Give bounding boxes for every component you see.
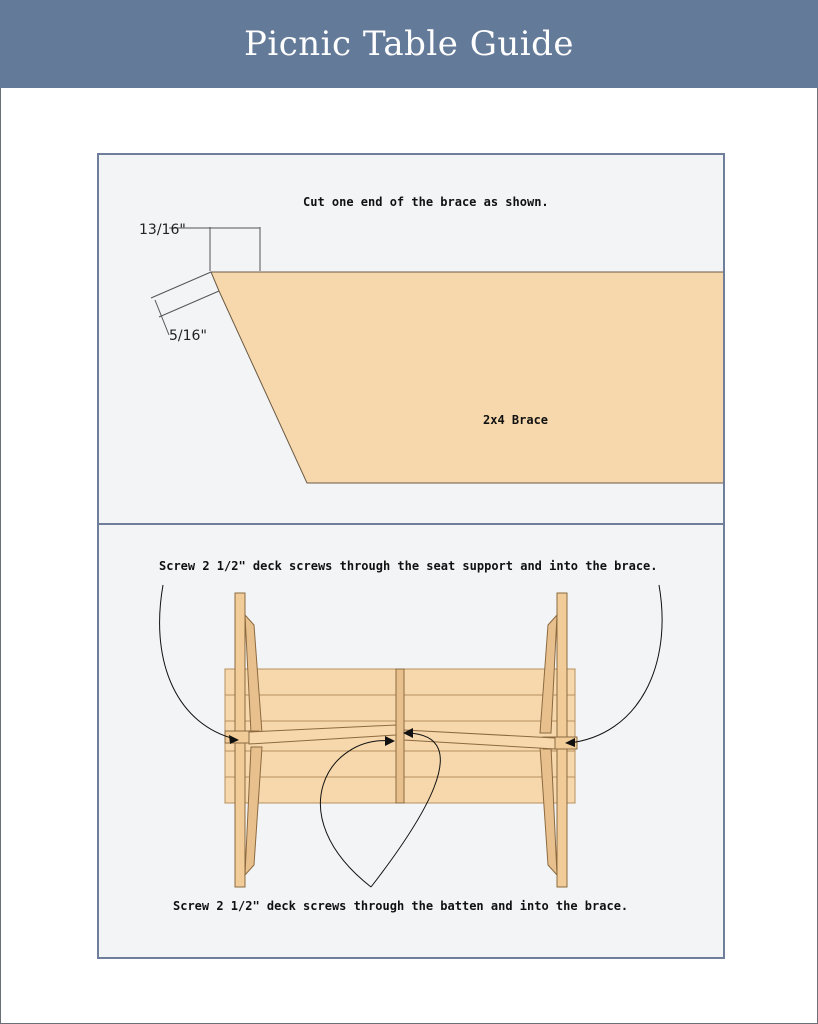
seat-support-instruction: Screw 2 1/2" deck screws through the seat support and into the brace. (159, 559, 658, 573)
dim-side-ext-1 (151, 272, 211, 298)
dim-side-ext-2 (159, 291, 219, 317)
dim-side-label: 5/16" (169, 328, 207, 344)
dim-top-label: 13/16" (139, 222, 186, 238)
brace-attach-panel (97, 523, 725, 959)
center-batten (396, 669, 404, 803)
arrow-right-seat-support (569, 585, 662, 743)
header-bar (0, 0, 818, 88)
page-title: Picnic Table Guide (243, 24, 575, 64)
brace-board (211, 272, 725, 483)
brace-cut-instruction: Cut one end of the brace as shown. (303, 195, 549, 209)
brace-cut-panel (97, 153, 725, 525)
dim-side-line (155, 300, 169, 335)
batten-instruction: Screw 2 1/2" deck screws through the batten and into the brace. (173, 899, 629, 913)
brace-part-label: 2x4 Brace (483, 413, 549, 427)
arrow-left-seat-support (160, 585, 235, 739)
table-bottom-view-diagram (99, 525, 725, 959)
